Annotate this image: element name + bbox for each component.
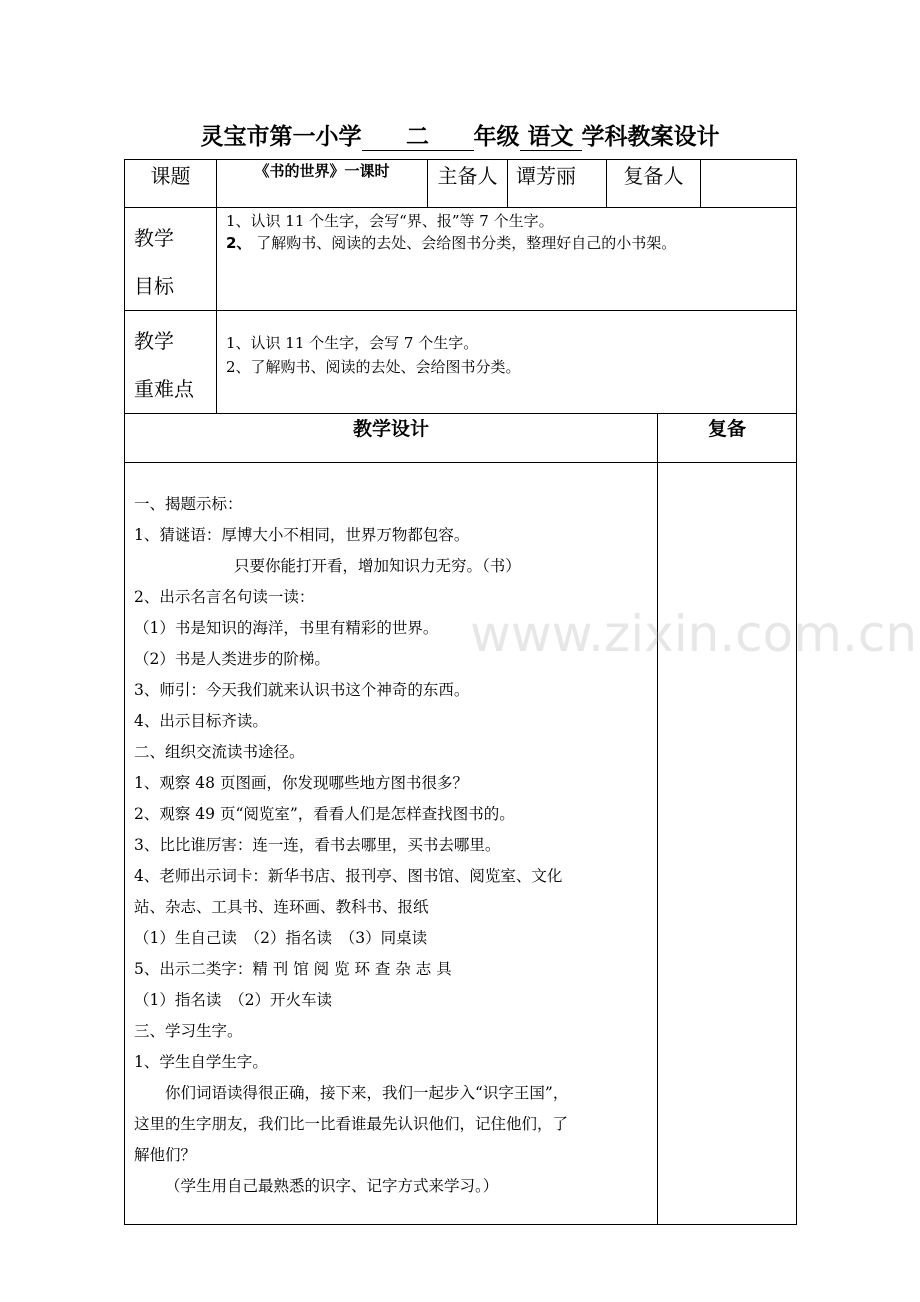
- design-body-row: [125, 463, 797, 1225]
- design-line: 你们词语读得很正确，接下来，我们一起步入“识字王国”，: [165, 1084, 569, 1102]
- key-points-label-line-2: 重难点: [134, 377, 194, 401]
- goals-label-line-1: 教学: [134, 226, 174, 250]
- design-line: 只要你能打开看，增加知识力无穷。（书）: [234, 557, 521, 575]
- watermark: www.zixin.com.cn: [470, 605, 918, 663]
- title-suffix: 学科教案设计: [581, 124, 720, 150]
- design-content: [125, 463, 658, 1225]
- design-label: 教学设计: [125, 414, 658, 463]
- header-row: [125, 160, 797, 208]
- goal-item-2-number: 2、: [226, 234, 252, 252]
- topic-label: 课题: [125, 160, 217, 208]
- design-line: 3、师引：今天我们就来认识书这个神奇的东西。: [134, 681, 470, 699]
- goals-label: [125, 208, 217, 311]
- key-points-content: [217, 311, 797, 414]
- page-title: [0, 118, 920, 151]
- review-column-content: [658, 463, 797, 1225]
- design-line: （学生用自己最熟悉的识字、记字方式来学习。）: [165, 1177, 499, 1195]
- topic-value: 《书的世界》一课时: [217, 160, 428, 208]
- design-header-row: [125, 414, 797, 463]
- design-line: 1、猜谜语：厚博大小不相同，世界万物都包容。: [134, 526, 470, 544]
- grade-label: 年级: [473, 124, 520, 150]
- design-line: 4、出示目标齐读。: [134, 712, 268, 730]
- lead-preparer-label: 主备人: [428, 160, 508, 208]
- design-line: 解他们？: [134, 1146, 197, 1164]
- design-line: （1）生自己读 （2）指名读 （3）同桌读: [134, 929, 428, 947]
- design-line: 一、揭题示标：: [134, 495, 243, 513]
- subject-blank: 语文: [520, 124, 582, 151]
- reviewer-label: 复备人: [607, 160, 701, 208]
- goals-row: [125, 208, 797, 311]
- grade-blank: 二: [362, 124, 474, 151]
- design-line: 1、观察 48 页图画，你发现哪些地方图书很多？: [134, 774, 468, 792]
- goal-item-2-text: 了解购书、阅读的去处、会给图书分类，整理好自己的小书架。: [251, 234, 677, 252]
- school-name: 灵宝市第一小学: [200, 124, 362, 150]
- goals-label-line-2: 目标: [134, 274, 174, 298]
- lead-preparer-value: 谭芳丽: [508, 160, 607, 208]
- design-line: 这里的生字朋友，我们比一比看谁最先认识他们，记住他们，了: [134, 1115, 569, 1133]
- design-line: （1）书是知识的海洋，书里有精彩的世界。: [134, 619, 439, 637]
- key-point-1: 1、认识 11 个生字，会写 7 个生字。: [226, 334, 479, 352]
- design-line: 1、学生自学生字。: [134, 1053, 268, 1071]
- goal-item-1: 1、认识 11 个生字，会写“界、报”等 7 个生字。: [226, 212, 554, 230]
- design-line: 3、比比谁厉害：连一连，看书去哪里，买书去哪里。: [134, 836, 501, 854]
- design-line: 2、出示名言名句读一读：: [134, 588, 315, 606]
- review-column-label: 复备: [658, 414, 797, 463]
- goals-content: [217, 208, 797, 311]
- design-line: 二、组织交流读书途径。: [134, 743, 305, 761]
- key-points-label: [125, 311, 217, 414]
- key-point-2: 2、了解购书、阅读的去处、会给图书分类。: [226, 358, 521, 376]
- design-line: （1）指名读 （2）开火车读: [134, 991, 332, 1009]
- design-line: 2、观察 49 页“阅览室”，看看人们是怎样查找图书的。: [134, 805, 515, 823]
- design-line: 5、出示二类字：精 刊 馆 阅 览 环 查 杂 志 具: [134, 960, 452, 978]
- design-line: 站、杂志、工具书、连环画、教科书、报纸: [134, 898, 429, 916]
- reviewer-value: [701, 160, 797, 208]
- design-line: 4、老师出示词卡：新华书店、报刊亭、图书馆、阅览室、文化: [134, 867, 563, 885]
- design-line: （2）书是人类进步的阶梯。: [134, 650, 330, 668]
- key-points-row: [125, 311, 797, 414]
- key-points-label-line-1: 教学: [134, 329, 174, 353]
- design-line: 三、学习生字。: [134, 1022, 243, 1040]
- goal-item-2: [226, 232, 796, 254]
- lesson-plan-table: [124, 159, 797, 1225]
